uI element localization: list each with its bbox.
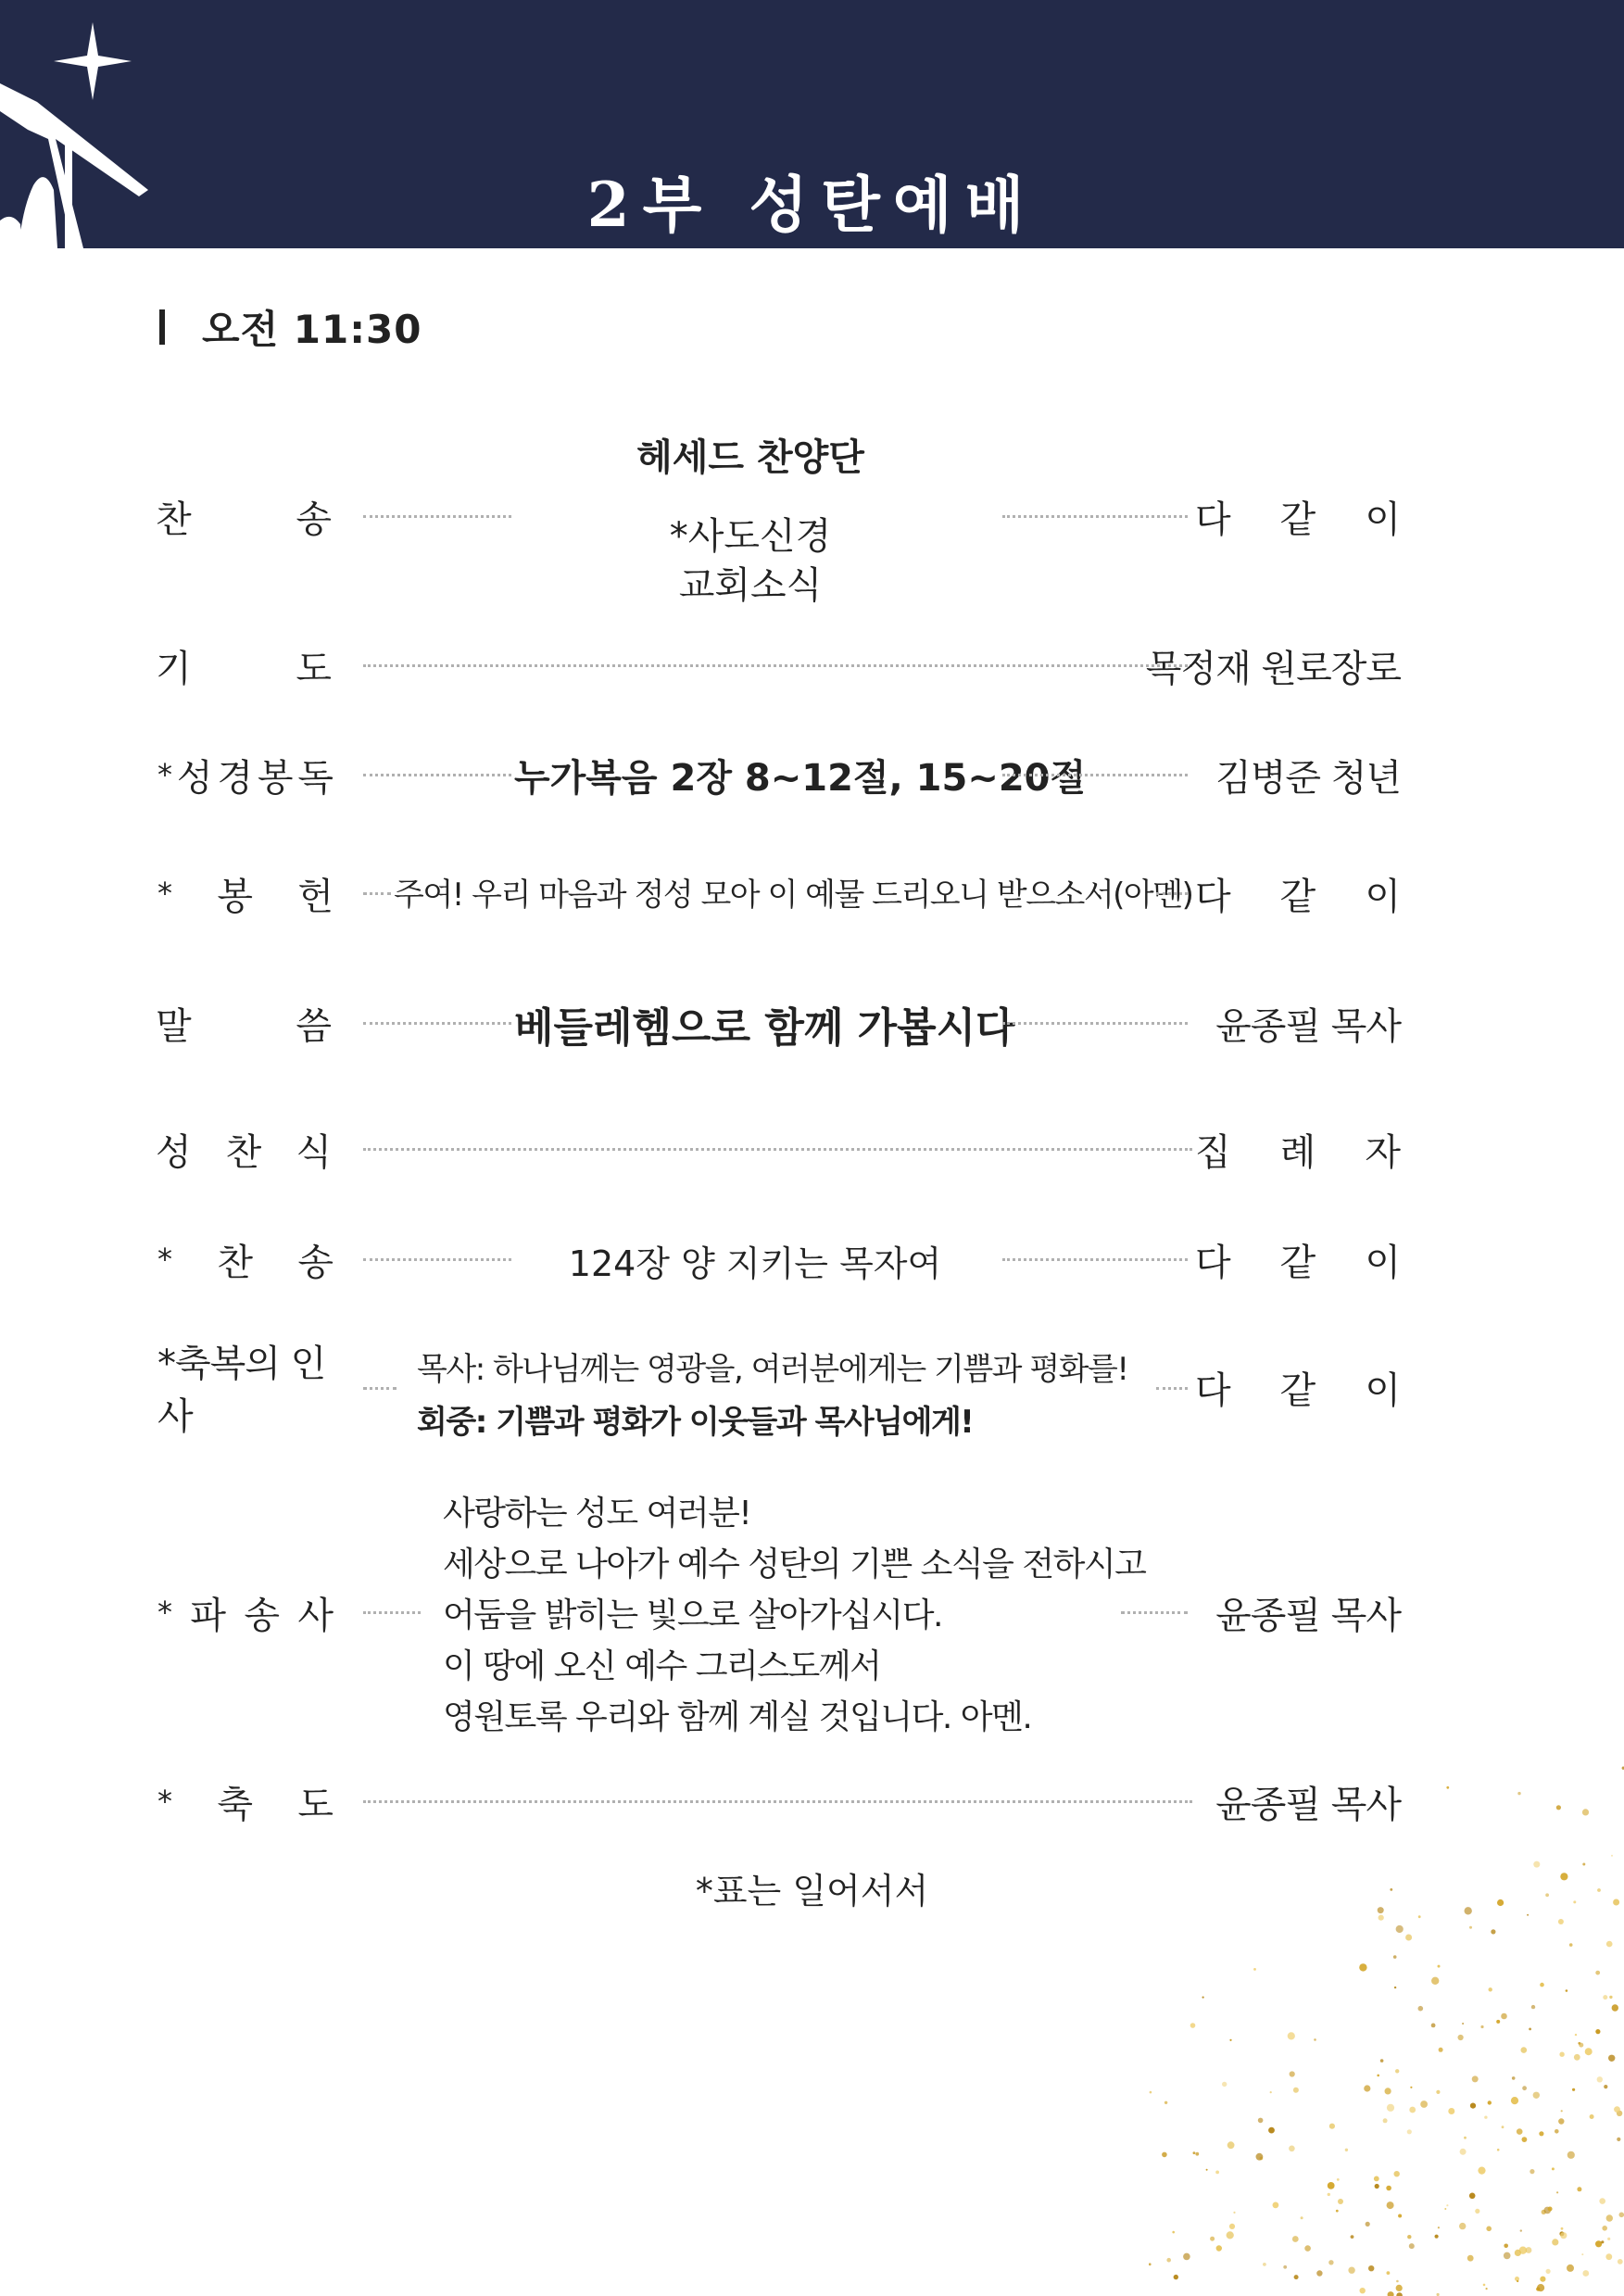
glitter-dot xyxy=(1215,2171,1219,2175)
glitter-dot xyxy=(1573,1900,1576,1903)
glitter-dot xyxy=(1336,2210,1339,2213)
glitter-dot xyxy=(1210,2237,1215,2241)
glitter-dot xyxy=(1599,2198,1605,2204)
dot-leader xyxy=(1156,892,1188,895)
glitter-dot xyxy=(1301,2216,1303,2219)
glitter-dot xyxy=(1383,2118,1388,2123)
glitter-dot xyxy=(1396,2285,1403,2291)
order-label: * 성 경 봉 독 xyxy=(157,756,334,800)
order-responsible: 다 같 이 xyxy=(1195,875,1401,918)
glitter-dot xyxy=(1489,1987,1492,1991)
glitter-dot xyxy=(1398,2214,1402,2218)
glitter-dot xyxy=(1351,2235,1354,2239)
glitter-dot xyxy=(1345,2149,1348,2151)
center-text: 누가복음 2장 8~12절, 15~20절 xyxy=(514,757,1087,800)
glitter-dot xyxy=(1431,2024,1436,2028)
glitter-dot xyxy=(1409,2243,1415,2249)
glitter-dot xyxy=(1595,2240,1602,2247)
sending-line: 어둠을 밝히는 빛으로 살아가십시다. xyxy=(443,1596,942,1634)
time-text: 오전 11:30 xyxy=(202,307,422,352)
glitter-dot xyxy=(1486,2227,1492,2232)
glitter-dot xyxy=(1465,1907,1472,1914)
glitter-dot xyxy=(1522,2137,1528,2142)
glitter-dot xyxy=(1548,2207,1553,2212)
glitter-dot xyxy=(1581,2253,1583,2255)
glitter-dot xyxy=(1574,2054,1580,2061)
glitter-dot xyxy=(1289,2146,1295,2152)
order-responsible: 윤종필 목사 xyxy=(1215,1783,1401,1826)
glitter-dot xyxy=(1394,2171,1400,2176)
glitter-dot xyxy=(1545,1893,1549,1897)
glitter-dot xyxy=(1462,2023,1464,2025)
glitter-dot xyxy=(1304,2245,1311,2252)
glitter-dot xyxy=(1577,2187,1581,2191)
glitter-dot xyxy=(1540,1983,1544,1987)
sending-line: 사랑하는 성도 여러분! xyxy=(443,1495,751,1533)
glitter-dot xyxy=(1380,2059,1384,2063)
glitter-dot xyxy=(1337,2178,1340,2181)
glitter-dot xyxy=(1597,2076,1603,2082)
glitter-dot xyxy=(1597,1888,1601,1892)
glitter-dot xyxy=(1470,2103,1476,2109)
glitter-dot xyxy=(1410,2087,1412,2088)
order-responsible: 윤종필 목사 xyxy=(1215,1594,1401,1637)
glitter-dot xyxy=(1273,2202,1279,2209)
glitter-dot xyxy=(1607,2238,1610,2240)
glitter-dot xyxy=(1582,2270,1589,2277)
order-label: 찬 송 xyxy=(156,498,332,541)
glitter-dot xyxy=(1366,2222,1370,2227)
glitter-dot xyxy=(1446,1786,1449,1789)
glitter-dot xyxy=(1517,2128,1523,2135)
glitter-dot xyxy=(1617,2138,1620,2141)
glitter-dot xyxy=(1233,2212,1235,2214)
glitter-dot xyxy=(1314,2038,1316,2041)
glitter-dot xyxy=(1497,2149,1500,2151)
glitter-dot xyxy=(1283,2265,1287,2269)
glitter-dot xyxy=(1555,2129,1559,2134)
glitter-dot xyxy=(1435,2235,1439,2239)
greeting-pastor: 목사: 하나님께는 영광을, 여러분에게는 기쁨과 평화를! xyxy=(417,1351,1128,1388)
glitter-dot xyxy=(1526,2247,1532,2253)
glitter-dot xyxy=(1464,2137,1467,2139)
glitter-dot xyxy=(1606,2214,1613,2221)
sending-line: 세상으로 나아가 예수 성탄의 기쁜 소식을 전하시고 xyxy=(443,1545,1146,1583)
glitter-dot xyxy=(1263,2263,1266,2266)
glitter-dot xyxy=(1552,2239,1558,2245)
glitter-dot xyxy=(1360,2288,1366,2293)
glitter-dot xyxy=(1496,2020,1500,2024)
glitter-dot xyxy=(1294,2275,1299,2279)
glitter-dot xyxy=(1418,2006,1424,2012)
glitter-dot xyxy=(1552,2167,1555,2170)
time-marker xyxy=(159,309,165,345)
order-label: 기 도 xyxy=(156,647,332,690)
order-label: 성 찬 식 xyxy=(156,1130,332,1174)
glitter-dot xyxy=(1316,2270,1322,2276)
glitter-dot xyxy=(1206,2169,1208,2171)
center-text: 주여! 우리 마음과 정성 모아 이 예물 드리오니 받으소서(아멘) xyxy=(394,877,1193,914)
glitter-dot xyxy=(1227,2231,1234,2239)
glitter-dot xyxy=(1613,1899,1619,1906)
glitter-dot xyxy=(1561,2227,1564,2230)
glitter-dot xyxy=(1446,2204,1448,2206)
glitter-dot xyxy=(1385,2088,1391,2094)
glitter-dot xyxy=(1270,2091,1272,2093)
glitter-dot xyxy=(1469,2193,1476,2200)
glitter-dot xyxy=(1329,2124,1335,2129)
glitter-dot xyxy=(1483,2284,1486,2287)
glitter-dot xyxy=(1488,2100,1492,2104)
glitter-dot xyxy=(1602,2226,1607,2231)
glitter-dot xyxy=(1388,2291,1394,2296)
glitter-dot xyxy=(1502,2126,1504,2128)
glitter-dot xyxy=(1533,2092,1540,2099)
glitter-dot xyxy=(1290,2071,1295,2076)
glitter-dot xyxy=(1539,2131,1543,2136)
glitter-dot xyxy=(1202,1997,1204,1999)
glitter-dot xyxy=(1561,2110,1563,2112)
glitter-dot xyxy=(1560,1873,1567,1880)
glitter-dot xyxy=(1227,2141,1235,2149)
glitter-dot xyxy=(1375,2184,1379,2189)
glitter-dot xyxy=(1480,2025,1483,2028)
glitter-dot xyxy=(1478,2167,1485,2175)
glitter-dot xyxy=(1540,2277,1545,2282)
dot-leader xyxy=(1002,1258,1188,1261)
glitter-dot xyxy=(1618,2259,1623,2264)
glitter-dot xyxy=(1164,2101,1167,2104)
glitter-dot xyxy=(1575,2034,1577,2036)
glitter-dot xyxy=(1393,1955,1397,1959)
center-text: *사도신경 xyxy=(669,515,832,558)
glitter-dot xyxy=(1420,2100,1428,2108)
glitter-dot xyxy=(1567,2264,1574,2272)
glitter-dot xyxy=(1611,1855,1613,1857)
glitter-dot xyxy=(1293,2088,1299,2093)
glitter-dot xyxy=(1162,2152,1167,2158)
glitter-dot xyxy=(1216,2245,1222,2251)
greeting-congregation: 회중: 기쁨과 평화가 이웃들과 목사님에게! xyxy=(417,1404,974,1441)
glitter-dot xyxy=(1497,1899,1504,1906)
dot-leader xyxy=(363,774,511,776)
glitter-dot xyxy=(1546,2269,1551,2274)
glitter-dot xyxy=(1533,1861,1540,1868)
order-responsible: 김병준 청년 xyxy=(1215,756,1401,800)
glitter-dot xyxy=(1253,1968,1256,1971)
glitter-dot xyxy=(1328,2193,1330,2196)
glitter-dot xyxy=(1418,1915,1421,1918)
glitter-dot xyxy=(1338,2199,1343,2204)
glitter-dot xyxy=(1444,2208,1446,2210)
glitter-dot xyxy=(1559,2052,1564,2057)
dot-leader xyxy=(1002,774,1188,776)
glitter-dot xyxy=(1590,2114,1594,2119)
glitter-dot xyxy=(1467,2255,1474,2262)
glitter-dot xyxy=(1601,2240,1604,2243)
dot-leader xyxy=(363,1022,511,1025)
glitter-dot xyxy=(1229,2224,1235,2229)
glitter-dot xyxy=(1582,1809,1589,1815)
glitter-dot xyxy=(1359,1963,1366,1971)
dot-leader xyxy=(363,1387,397,1390)
glitter-dot xyxy=(1348,2267,1354,2274)
page-title: 2부 성탄예배 xyxy=(586,169,1038,241)
dot-leader xyxy=(1002,515,1188,518)
dot-leader xyxy=(1002,1022,1188,1025)
order-responsible: 윤종필 목사 xyxy=(1215,1004,1401,1048)
dot-leader xyxy=(363,1148,1192,1151)
glitter-dot xyxy=(1328,2260,1333,2264)
glitter-dot xyxy=(1458,2035,1464,2040)
dot-leader xyxy=(363,664,1192,667)
glitter-dot xyxy=(1149,2263,1152,2265)
glitter-dot xyxy=(1183,2253,1190,2261)
glitter-dot xyxy=(1190,2023,1196,2028)
glitter-dot xyxy=(1258,2118,1264,2124)
glitter-dot xyxy=(1387,2104,1394,2112)
glitter-dot xyxy=(1572,2088,1575,2091)
glitter-dot xyxy=(1460,2149,1467,2155)
glitter-dot xyxy=(1491,1929,1495,1934)
glitter-dot xyxy=(1379,1915,1384,1921)
center-text: 124장 양 지키는 목자여 xyxy=(568,1243,942,1284)
glitter-dot xyxy=(1292,2236,1299,2242)
glitter-dot xyxy=(1368,2265,1374,2271)
glitter-dot xyxy=(1527,1914,1529,1916)
glitter-dot xyxy=(1604,2085,1607,2088)
glitter-dot xyxy=(1166,2258,1171,2263)
glitter-dot xyxy=(1605,2253,1612,2260)
glitter-dot xyxy=(1537,2284,1544,2291)
glitter-dot xyxy=(1608,2055,1615,2062)
sermon-title: 베들레헴으로 함께 가봅시다 xyxy=(514,1004,1015,1052)
glitter-dot xyxy=(1431,1977,1439,1985)
order-responsible: 다 같 이 xyxy=(1195,498,1401,541)
glitter-dot xyxy=(1438,2227,1440,2228)
glitter-dot xyxy=(1567,2151,1575,2159)
order-label: 말 씀 xyxy=(156,1004,332,1048)
glitter-dot xyxy=(1407,2129,1412,2134)
glitter-dot xyxy=(1512,2076,1516,2080)
glitter-dot xyxy=(1515,2250,1521,2256)
glitter-dot xyxy=(1520,2229,1522,2231)
glitter-dot xyxy=(1585,2048,1593,2055)
glitter-dot xyxy=(1193,2151,1196,2154)
glitter-dot xyxy=(1486,2288,1488,2290)
order-responsible: 다 같 이 xyxy=(1195,1369,1401,1412)
glitter-dot xyxy=(1328,2182,1335,2189)
glitter-dot xyxy=(1390,1888,1392,1891)
glitter-dot xyxy=(1409,2107,1416,2113)
standing-note: *표는 일어서서 xyxy=(695,1871,929,1911)
glitter-dot xyxy=(1619,2213,1624,2218)
glitter-dot xyxy=(1387,2271,1391,2275)
glitter-dot xyxy=(1395,2069,1399,2073)
header-banner xyxy=(0,0,1624,248)
gold-sparkle-decoration xyxy=(1149,1760,1624,2296)
glitter-dot xyxy=(1612,2004,1618,2011)
glitter-dot xyxy=(1558,1919,1564,1924)
glitter-dot xyxy=(1517,1792,1520,1795)
glitter-dot xyxy=(1560,2232,1567,2239)
sending-line: 영원토록 우리와 함께 계실 것입니다. 아멘. xyxy=(443,1698,1032,1736)
glitter-dot xyxy=(1484,2116,1487,2119)
glitter-dot xyxy=(1556,1805,1561,1810)
glitter-dot xyxy=(1405,1935,1412,1941)
order-label: * 봉 헌 xyxy=(157,875,334,918)
glitter-dot xyxy=(1504,2252,1511,2260)
glitter-dot xyxy=(1195,2152,1199,2156)
glitter-dot xyxy=(1387,2201,1394,2209)
dot-leader xyxy=(363,892,391,895)
glitter-dot xyxy=(1407,2235,1411,2239)
order-responsible: 다 같 이 xyxy=(1195,1241,1401,1284)
glitter-dot xyxy=(1475,2209,1479,2214)
glitter-dot xyxy=(1504,2244,1508,2249)
order-label: * 축 도 xyxy=(157,1783,334,1826)
glitter-dot xyxy=(1529,2028,1531,2031)
service-time xyxy=(159,301,422,353)
glitter-dot xyxy=(1438,1965,1441,1968)
glitter-dot xyxy=(1174,2275,1178,2279)
center-text: 헤세드 찬양단 xyxy=(636,436,864,479)
order-label: *축복의 인사 xyxy=(157,1343,326,1438)
glitter-dot xyxy=(1614,2106,1620,2113)
dot-leader xyxy=(363,515,511,518)
glitter-dot xyxy=(1396,2292,1403,2296)
glitter-dot xyxy=(1472,2075,1479,2082)
order-responsible: 집 례 자 xyxy=(1195,1130,1401,1174)
glitter-dot xyxy=(1386,2186,1391,2191)
glitter-dot xyxy=(1558,2118,1564,2124)
center-text: 교회소식 xyxy=(678,564,823,607)
glitter-dot xyxy=(1396,2280,1399,2283)
glitter-dot xyxy=(1436,2090,1440,2094)
glitter-dot xyxy=(1172,2231,1175,2234)
glitter-dot xyxy=(1396,1925,1404,1933)
glitter-dot xyxy=(1603,1995,1607,2000)
glitter-dot xyxy=(1606,1941,1613,1948)
glitter-dot xyxy=(1256,2153,1264,2161)
glitter-dot xyxy=(1288,2032,1295,2039)
glitter-dot xyxy=(1222,2082,1227,2087)
order-responsible: 목정재 원로장로 xyxy=(1145,647,1401,690)
glitter-dot xyxy=(1531,2005,1535,2009)
glitter-dot xyxy=(1439,2048,1443,2052)
glitter-dot xyxy=(1521,2047,1528,2053)
glitter-dot xyxy=(1459,2223,1466,2229)
glitter-dot xyxy=(1569,1943,1573,1947)
glitter-dot xyxy=(1364,2085,1370,2091)
dot-leader xyxy=(1121,1611,1188,1614)
order-label: * 파 송 사 xyxy=(157,1594,334,1637)
glitter-dot xyxy=(1609,1996,1612,1999)
dot-leader xyxy=(363,1611,421,1614)
glitter-dot xyxy=(1268,2127,1275,2134)
glitter-dot xyxy=(1394,1987,1396,1988)
glitter-dot xyxy=(1229,2039,1231,2041)
glitter-dot xyxy=(1522,2086,1527,2090)
glitter-dot xyxy=(1595,1971,1600,1975)
dot-leader xyxy=(363,1258,511,1261)
glitter-dot xyxy=(1530,2169,1534,2174)
glitter-dot xyxy=(1517,2280,1518,2282)
order-label: * 찬 송 xyxy=(157,1241,334,1284)
sending-line: 이 땅에 오신 예수 그리스도께서 xyxy=(443,1647,881,1685)
glitter-dot xyxy=(1582,1863,1585,1866)
glitter-dot xyxy=(1469,1926,1472,1929)
glitter-dot xyxy=(1566,1989,1568,1992)
glitter-dot xyxy=(1501,2013,1507,2020)
glitter-dot xyxy=(1556,2191,1558,2193)
glitter-dot xyxy=(1448,2108,1454,2114)
glitter-dot xyxy=(1579,2043,1583,2048)
glitter-dot xyxy=(1511,2097,1518,2104)
glitter-dot xyxy=(1374,2176,1379,2182)
glitter-dot xyxy=(1150,2091,1152,2094)
glitter-dot xyxy=(1378,1907,1384,1913)
dot-leader xyxy=(1156,1387,1188,1390)
dot-leader xyxy=(363,1800,1192,1803)
glitter-dot xyxy=(1595,2029,1600,2034)
glitter-dot xyxy=(1377,2075,1379,2077)
